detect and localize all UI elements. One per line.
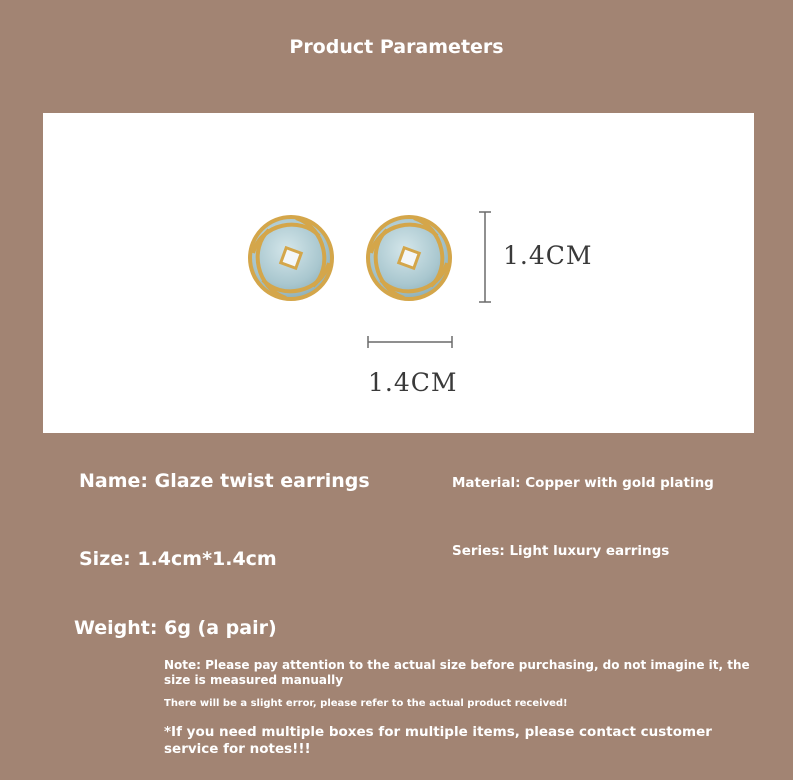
page-title: Product Parameters	[289, 36, 504, 58]
spec-series: Series: Light luxury earrings	[452, 543, 670, 559]
earring-right	[368, 217, 450, 299]
spec-material: Material: Copper with gold plating	[452, 475, 714, 491]
note-multiple-boxes: *If you need multiple boxes for multiple items, please contact customer service for notes!!!	[164, 724, 712, 757]
earring-left	[250, 217, 332, 299]
note-slight-error: There will be a slight error, please refer to the actual product received!	[164, 698, 568, 709]
width-dimension-line	[368, 336, 452, 348]
spec-name: Name: Glaze twist earrings	[79, 470, 370, 492]
width-label: 1.4CM	[368, 368, 458, 397]
height-dimension-line	[479, 212, 491, 302]
height-label: 1.4CM	[503, 241, 593, 270]
product-image-panel	[43, 113, 754, 433]
spec-size: Size: 1.4cm*1.4cm	[79, 548, 277, 570]
spec-weight: Weight: 6g (a pair)	[74, 617, 277, 639]
note-size-measurement: Note: Please pay attention to the actual size before purchasing, do not imagine it, the size is measured manually	[164, 658, 750, 687]
